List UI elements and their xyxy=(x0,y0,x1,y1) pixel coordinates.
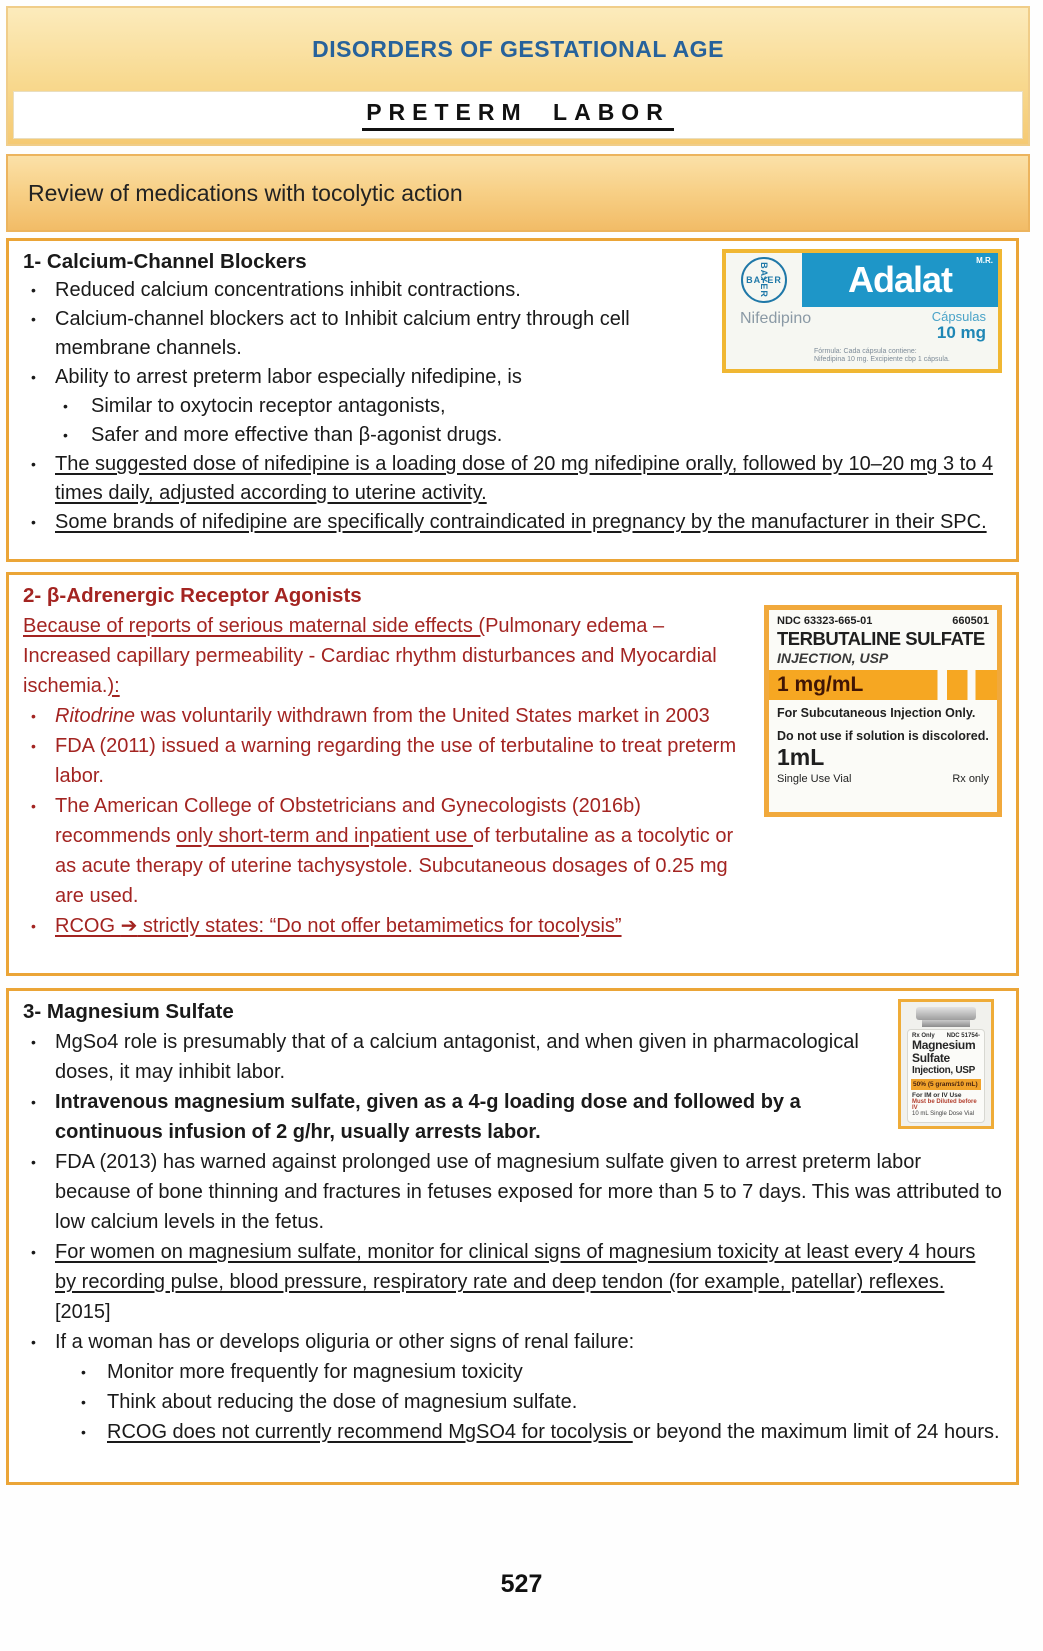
vial-volume: 10 mL Single Dose Vial xyxy=(912,1111,975,1117)
vial-warning: Must be Diluted before IV xyxy=(912,1099,977,1111)
section3-heading: 3- Magnesium Sulfate xyxy=(23,1000,234,1023)
text-run: was voluntarily withdrawn from the United States market in 2003 xyxy=(135,705,710,727)
vial-name-line1: Magnesium xyxy=(912,1038,976,1052)
bullet-marker: • xyxy=(63,398,68,414)
bayer-logo xyxy=(726,253,802,307)
bullet-marker: • xyxy=(31,1244,36,1260)
terbutaline-form: INJECTION, USP xyxy=(777,650,889,666)
page-title: DISORDERS OF GESTATIONAL AGE xyxy=(312,36,724,62)
underlined-text: For women on magnesium sulfate, monitor for clinical signs of magnesium toxicity at least every 4 hours by recording pulse, blood pressure, respiratory rate and deep tendon (for example, patellar) reflexes. xyxy=(55,1241,976,1293)
subtitle-band xyxy=(13,91,1023,139)
review-bar xyxy=(6,154,1030,232)
terbutaline-volume: 1mL xyxy=(777,744,825,770)
adalat-fine-print xyxy=(726,342,998,369)
list-item-text: Reduced calcium concentrations inhibit contractions. xyxy=(55,279,521,301)
bayer-logo-text-horizontal: BAYER xyxy=(746,275,782,285)
list-item xyxy=(23,911,1002,941)
terbutaline-label-image xyxy=(764,605,1002,817)
text-run: The American College of Obstetricians and Gynecologists (2016b) recommends xyxy=(55,795,641,847)
list-item-text xyxy=(55,791,748,911)
bullet-marker: • xyxy=(81,1424,86,1440)
bullet-marker: • xyxy=(31,1334,36,1350)
list-item-text xyxy=(55,911,1002,941)
list-subitem xyxy=(23,1357,1002,1387)
list-item-text xyxy=(55,701,748,731)
vial-name-line2: Sulfate xyxy=(912,1051,950,1065)
list-subitem xyxy=(23,1387,1002,1417)
list-item-text: Monitor more frequently for magnesium toxicity xyxy=(107,1361,523,1383)
terbutaline-rx: Rx only xyxy=(952,773,989,785)
adalat-fine-print-line1: Fórmula: Cada cápsula contiene: xyxy=(814,348,917,355)
list-subitem xyxy=(23,421,1002,450)
vial-strength-band: 50% (5 grams/10 mL) xyxy=(911,1079,981,1090)
list-item-text xyxy=(55,508,1002,537)
terbutaline-ndc: NDC 63323-665-01 xyxy=(777,615,873,627)
underlined-text: only short-term and inpatient use xyxy=(176,825,473,847)
list-item-text: Think about reducing the dose of magnesium sulfate. xyxy=(107,1391,578,1413)
section2-heading: 2- β-Adrenergic Receptor Agonists xyxy=(23,584,362,607)
vial-rx: Rx Only xyxy=(912,1033,935,1039)
bullet-marker: • xyxy=(81,1364,86,1380)
terbutaline-name: TERBUTALINE SULFATE xyxy=(777,628,985,649)
terbutaline-bottom-row xyxy=(777,773,989,785)
list-item-text: Ability to arrest preterm labor especially nifedipine, is xyxy=(55,366,522,388)
list-item-text: Similar to oxytocin receptor antagonists, xyxy=(91,395,446,417)
vial-name-line3: Injection, USP xyxy=(912,1065,976,1076)
list-item xyxy=(23,1147,1002,1237)
list-item-text: MgSo4 role is presumably that of a calcium antagonist, and when given in pharmacological doses, it may inhibit labor. xyxy=(55,1031,859,1083)
bayer-cross-icon xyxy=(741,257,787,303)
text-run: strictly states: “Do not offer betamimetics for tocolysis” xyxy=(137,915,622,937)
list-item-text: FDA (2011) issued a warning regarding the use of terbutaline to treat preterm labor. xyxy=(55,735,737,787)
adalat-fine-print-line2: Nifedipina 10 mg. Excipiente cbp 1 cápsula. xyxy=(814,356,950,363)
list-item xyxy=(23,450,1002,508)
bullet-marker: • xyxy=(31,514,36,530)
right-arrow-icon: ➔ xyxy=(120,915,138,937)
list-item xyxy=(23,791,748,911)
list-subitem xyxy=(23,392,1002,421)
adalat-strength: 10 mg xyxy=(936,323,986,342)
list-item-text: FDA (2013) has warned against prolonged use of magnesium sulfate given to arrest preterm labor because of bone thinning and fractures in fetuses exposed for more than 5 to 7 days. This was attributed to low calcium levels in the fetus. xyxy=(55,1151,1002,1233)
bullet-marker: • xyxy=(31,1034,36,1050)
intro-text: Pulmonary edema – Increased capillary permeability - Cardiac rhythm disturbances and Myocardial ischemia. xyxy=(23,615,717,697)
magnesium-vial-image xyxy=(898,999,994,1129)
section-beta-adrenergic-agonists xyxy=(6,572,1019,976)
adalat-info-row xyxy=(726,307,998,342)
adalat-banner-row xyxy=(726,253,998,307)
italic-text: Ritodrine xyxy=(55,705,136,727)
vial-cap xyxy=(916,1007,976,1020)
bullet-marker: • xyxy=(31,798,36,814)
list-item xyxy=(23,276,708,305)
terbutaline-strength-band: 1 mg/mL xyxy=(769,670,997,700)
adalat-strength-block xyxy=(932,310,986,342)
underlined-text: Because of reports of serious maternal side effects ( xyxy=(23,615,486,637)
header xyxy=(6,6,1030,146)
list-item xyxy=(23,1327,1002,1357)
terbutaline-route: For Subcutaneous Injection Only. xyxy=(777,706,976,720)
bayer-logo-text-vertical: BAYER xyxy=(759,262,769,298)
bullet-marker: • xyxy=(31,918,36,934)
list-item-text: Calcium-channel blockers act to Inhibit calcium entry through cell membrane channels. xyxy=(55,308,630,359)
text-run: RCOG xyxy=(55,915,121,937)
list-item xyxy=(23,508,1002,537)
underlined-text: RCOG does not currently recommend MgSO4 for tocolysis xyxy=(107,1421,633,1443)
bullet-marker: • xyxy=(31,1154,36,1170)
list-item-text: If a woman has or develops oliguria or other signs of renal failure: xyxy=(55,1331,635,1353)
list-item xyxy=(23,1087,884,1147)
list-item-text: Intravenous magnesium sulfate, given as a 4-g loading dose and followed by a continuous infusion of 2 g/hr, usually arrests labor. xyxy=(55,1091,801,1143)
underlined-text xyxy=(55,915,622,937)
terbutaline-ndc-row xyxy=(777,615,989,627)
underlined-text: ): xyxy=(107,675,120,697)
adalat-brand-banner xyxy=(802,253,998,307)
subtitle: PRETERM LABOR xyxy=(362,99,674,131)
list-item-text xyxy=(55,450,1002,508)
underlined-text: Some brands of nifedipine are specifically contraindicated in pregnancy by the manufacturer in their SPC. xyxy=(55,511,987,533)
list-item xyxy=(23,305,708,363)
adalat-generic-name: Nifedipino xyxy=(740,310,812,327)
terbutaline-code: 660501 xyxy=(952,615,989,627)
adalat-brand-name: Adalat xyxy=(847,259,953,300)
terbutaline-warning: Do not use if solution is discolored. xyxy=(777,729,989,743)
list-item-text xyxy=(107,1417,1002,1447)
text-run: of terbutaline as a tocolytic or as acute therapy of uterine tachysystole. Subcutaneous dosages of 0.25 mg are used. xyxy=(55,825,734,907)
list-item xyxy=(23,363,708,392)
list-item xyxy=(23,701,748,731)
vial-route: For IM or IV Use xyxy=(912,1092,962,1099)
vial-ndc: NDC 51754- xyxy=(946,1033,980,1039)
vial-cap-ring xyxy=(922,1020,970,1027)
terbutaline-vial-type: Single Use Vial xyxy=(777,773,852,785)
bullet-marker: • xyxy=(31,456,36,472)
review-bar-label: Review of medications with tocolytic action xyxy=(28,179,463,206)
adalat-form: Cápsulas xyxy=(931,309,986,324)
list-subitem xyxy=(23,1417,1002,1447)
text-run: or beyond the maximum limit of 24 hours. xyxy=(632,1421,1000,1443)
section-calcium-channel-blockers xyxy=(6,238,1019,562)
text-run: [2015] xyxy=(55,1301,111,1323)
list-item-text xyxy=(55,1237,1002,1327)
title-band xyxy=(8,8,1028,91)
list-item-text: Safer and more effective than β-agonist drugs. xyxy=(91,424,503,446)
adalat-product-image xyxy=(722,249,1002,373)
list-item xyxy=(23,1027,884,1087)
bullet-marker: • xyxy=(31,708,36,724)
bullet-marker: • xyxy=(63,427,68,443)
bullet-marker: • xyxy=(31,738,36,754)
bullet-marker: • xyxy=(81,1394,86,1410)
page-number: 527 xyxy=(500,1570,543,1598)
section1-heading: 1- Calcium-Channel Blockers xyxy=(23,250,307,273)
adalat-trademark: M.R. xyxy=(976,256,993,265)
list-item xyxy=(23,1237,1002,1327)
section-magnesium-sulfate xyxy=(6,988,1019,1485)
bullet-marker: • xyxy=(31,1094,36,1110)
underlined-text: The suggested dose of nifedipine is a loading dose of 20 mg nifedipine orally, followed by 10–20 mg 3 to 4 times daily, adjusted according to uterine activity. xyxy=(55,453,994,504)
bullet-marker: • xyxy=(31,282,36,298)
bullet-marker: • xyxy=(31,369,36,385)
bullet-marker: • xyxy=(31,311,36,327)
vial-label xyxy=(907,1029,985,1123)
list-item xyxy=(23,731,748,791)
